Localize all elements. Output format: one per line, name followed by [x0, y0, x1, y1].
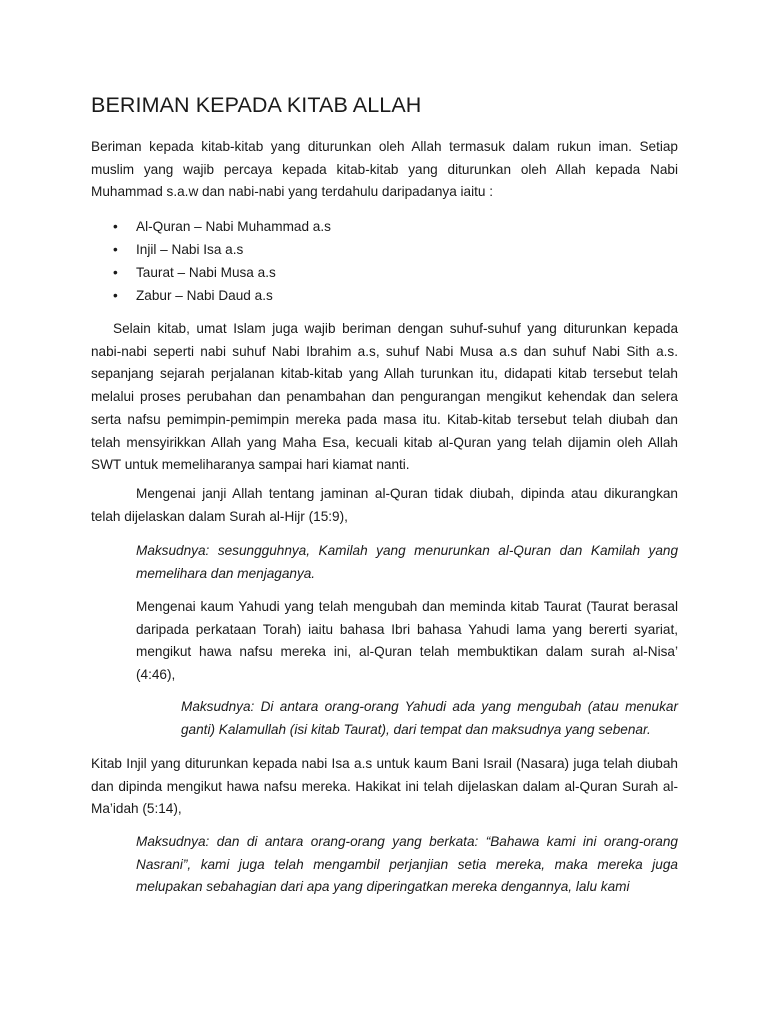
yahudi-paragraph: Mengenai kaum Yahudi yang telah mengubah dan meminda kitab Taurat (Taurat berasal daripada perkataan Torah) iaitu bahasa Ibri bahasa Yahudi lama yang bererti syariat, mengikut hawa nafsu mereka ini, al-Quran telah membuktikan dalam surah al-Nisa’ (4:46), — [136, 599, 678, 683]
suhuf-paragraph: Selain kitab, umat Islam juga wajib beriman dengan suhuf-suhuf yang diturunkan kepada nabi-nabi seperti nabi suhuf Nabi Ibrahim a.s, suhuf Nabi Musa a.s dan suhuf Nabi Sith a.s. sepanjang sejarah perjalanan kitab-kitab yang Allah turunkan itu, didapati kitab tersebut telah melalui proses perubahan dan penambahan dan pengurangan mengikut kehendak dan selera serta nafsu pemimpin-pemimpin mereka pada masa itu. Kitab-kitab tersebut telah diubah dan telah mensyirikkan Allah yang Maha Esa, kecuali kitab al-Quran yang telah dijamin oleh Allah SWT untuk memeliharanya sampai hari kiamat nanti. — [91, 321, 678, 473]
quote-al-hijr: Maksudnya: sesungguhnya, Kamilah yang menurunkan al-Quran dan Kamilah yang memelihara dan menjaganya. — [136, 543, 678, 581]
quote-al-nisa: Maksudnya: Di antara orang-orang Yahudi ada yang mengubah (atau menukar ganti) Kalamullah (isi kitab Taurat), dari tempat dan maksudnya yang sebenar. — [181, 699, 678, 737]
janji-paragraph: Mengenai janji Allah tentang jaminan al-Quran tidak diubah, dipinda atau dikurangkan telah dijelaskan dalam Surah al-Hijr (15:9), — [91, 486, 678, 524]
injil-paragraph: Kitab Injil yang diturunkan kepada nabi Isa a.s untuk kaum Bani Israil (Nasara) juga telah diubah dan dipinda mengikut hawa nafsu mereka. Hakikat ini telah dijelaskan dalam al-Quran Surah al-Ma’idah (5:14), — [91, 756, 678, 817]
list-item: • Zabur – Nabi Daud a.s — [91, 284, 331, 307]
kitab-list — [91, 215, 331, 307]
bullet-icon: • — [113, 265, 118, 280]
list-item: • Al-Quran – Nabi Muhammad a.s — [91, 215, 331, 238]
document-title: BERIMAN KEPADA KITAB ALLAH — [91, 93, 422, 117]
bullet-icon: • — [113, 219, 118, 234]
list-item: • Injil – Nabi Isa a.s — [91, 238, 331, 261]
list-item: • Taurat – Nabi Musa a.s — [91, 261, 331, 284]
bullet-icon: • — [113, 288, 118, 303]
bullet-icon: • — [113, 242, 118, 257]
intro-paragraph: Beriman kepada kitab-kitab yang diturunkan oleh Allah termasuk dalam rukun iman. Setiap muslim yang wajib percaya kepada kitab-kitab yang diturunkan oleh Allah kepada Nabi Muhammad s.a.w dan nabi-nabi yang terdahulu daripadanya iaitu : — [91, 139, 678, 200]
quote-al-maidah: Maksudnya: dan di antara orang-orang yang berkata: “Bahawa kami ini orang-orang Nasrani”, kami juga telah mengambil perjanjian setia mereka, maka mereka juga melupakan sebahagian dari apa yang diperingatkan mereka dengannya, lalu kami — [136, 834, 678, 895]
